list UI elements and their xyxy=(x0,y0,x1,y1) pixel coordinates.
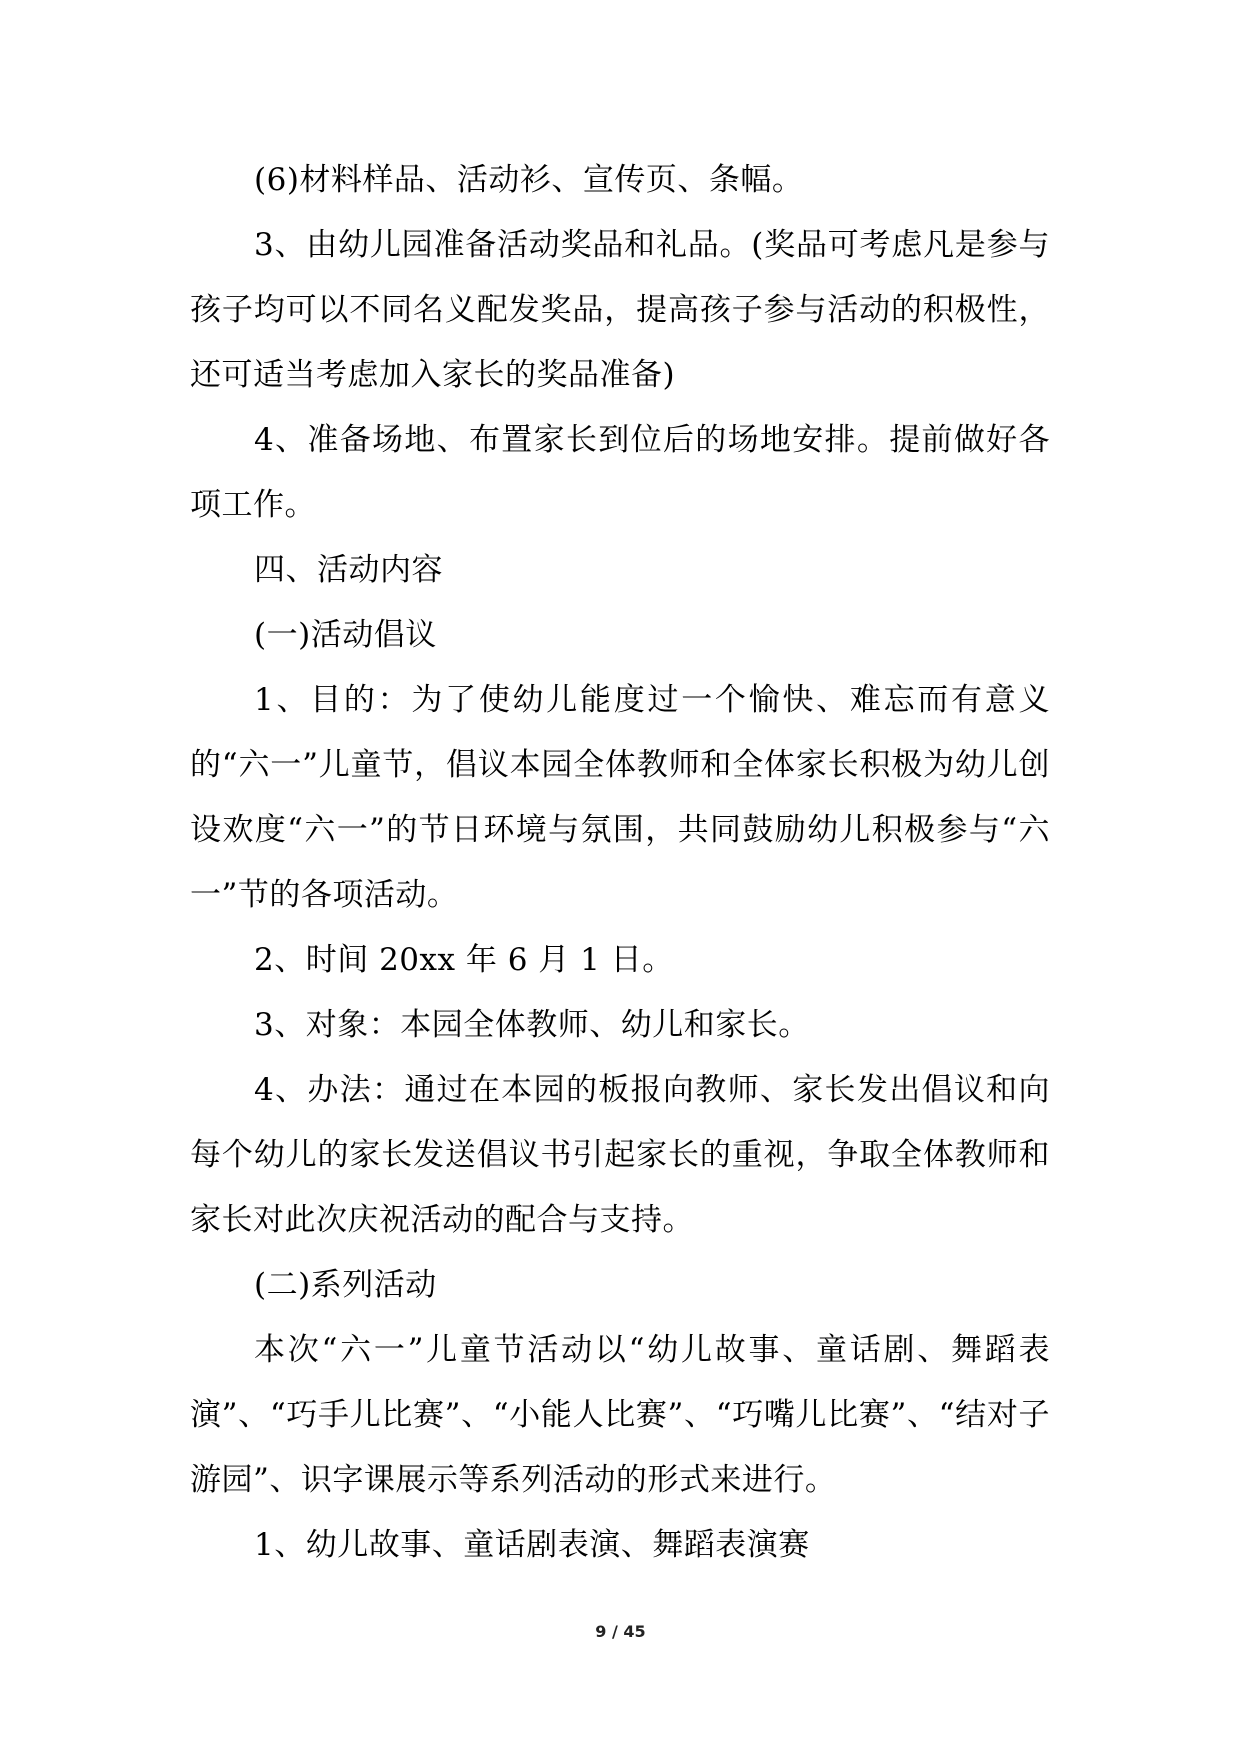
paragraph-series-description: 本次“六一”儿童节活动以“幼儿故事、童话剧、舞蹈表演”、“巧手儿比赛”、“小能人比赛”、“巧嘴儿比赛”、“结对子游园”、识字课展示等系列活动的形式来进行。 xyxy=(190,1332,1050,1498)
paragraph-performance-contest: 1、幼儿故事、童话剧表演、舞蹈表演赛 xyxy=(254,1527,810,1563)
subheading-series-activities: (二)系列活动 xyxy=(254,1267,437,1303)
page-number: 9 / 45 xyxy=(595,1622,646,1641)
paragraph-audience: 3、对象：本园全体教师、幼儿和家长。 xyxy=(254,1007,810,1043)
page-body xyxy=(190,148,1050,1578)
paragraph-venue: 4、准备场地、布置家长到位后的场地安排。提前做好各项工作。 xyxy=(190,422,1050,523)
paragraph-time: 2、时间 20xx 年 6 月 1 日。 xyxy=(254,942,674,978)
paragraph-prizes: 3、由幼儿园准备活动奖品和礼品。(奖品可考虑凡是参与孩子均可以不同名义配发奖品，提高孩子参与活动的积极性，还可适当考虑加入家长的奖品准备) xyxy=(190,227,1050,393)
paragraph-materials: (6)材料样品、活动衫、宣传页、条幅。 xyxy=(254,162,804,198)
section-heading-activity-content: 四、活动内容 xyxy=(254,552,443,588)
paragraph-method: 4、办法：通过在本园的板报向教师、家长发出倡议和向每个幼儿的家长发送倡议书引起家长的重视，争取全体教师和家长对此次庆祝活动的配合与支持。 xyxy=(190,1072,1050,1238)
paragraph-purpose: 1、目的：为了使幼儿能度过一个愉快、难忘而有意义的“六一”儿童节，倡议本园全体教师和全体家长积极为幼儿创设欢度“六一”的节日环境与氛围，共同鼓励幼儿积极参与“六一”节的各项活动。 xyxy=(190,682,1050,913)
subheading-activity-proposal: (一)活动倡议 xyxy=(254,617,437,653)
